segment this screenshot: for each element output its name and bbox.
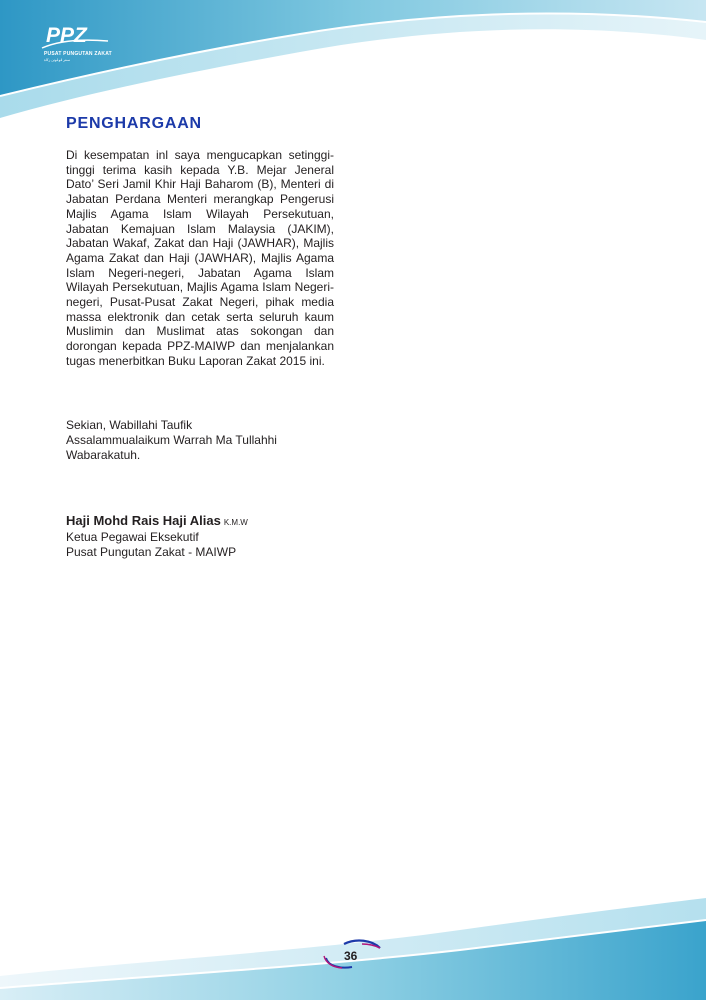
signatory-title: Ketua Pegawai Eksekutif [66,530,199,544]
signatory-organization: Pusat Pungutan Zakat - MAIWP [66,545,237,559]
logo-swoosh-icon [40,38,110,52]
logo-mark: PPZ [46,24,87,47]
page-title: PENGHARGAAN [66,115,202,132]
closing-line-1: Sekian, Wabillahi Taufik [66,418,193,432]
signatory-name: Haji Mohd Rais Haji Alias [66,513,221,528]
closing-line-3: Wabarakatuh. [66,448,141,462]
acknowledgement-paragraph: Di kesempatan inl saya mengucapkan setinggi-tinggi terima kasih kepada Y.B. Mejar Jeneral Dato’ Seri Jamil Khir Haji Baharom (B), Menteri di Jabatan Perdana Menteri merangkap Pengerusi Majlis Agama Islam Wilayah Persekutuan, Jabatan Kemajuan Islam Malaysia (JAKIM), Jabatan Wakaf, Zakat dan Haji (JAWHAR), Majlis Agama Zakat dan Haji (JAWHAR), Majlis Agama Islam Negeri-negeri, Jabatan Agama Islam Wilayah Persekutuan, Majlis Agama Islam Negeri-negeri, Pusat-Pusat Zakat Negeri, pihak media massa elektronik dan cetak serta seluruh kaum Muslimin dan Muslimat atas sokongan dan dorongan kepada PPZ-MAIWP dan menjalankan tugas menerbitkan Buku Laporan Zakat 2015 ini. [66,148,334,368]
logo-tagline: سنتر ڤوڠوتن زكاة [44,58,71,62]
logo-name: PUSAT PUNGUTAN ZAKAT [44,51,112,57]
signature-block [66,513,248,560]
page-number: 36 [344,949,358,963]
ppz-logo [40,24,120,66]
signatory-honorific: K.M.W [223,518,248,527]
closing-greeting [66,418,277,463]
closing-line-2: Assalammualaikum Warrah Ma Tullahhi [66,433,277,447]
main-content [66,148,334,369]
page-number-badge [322,936,382,970]
